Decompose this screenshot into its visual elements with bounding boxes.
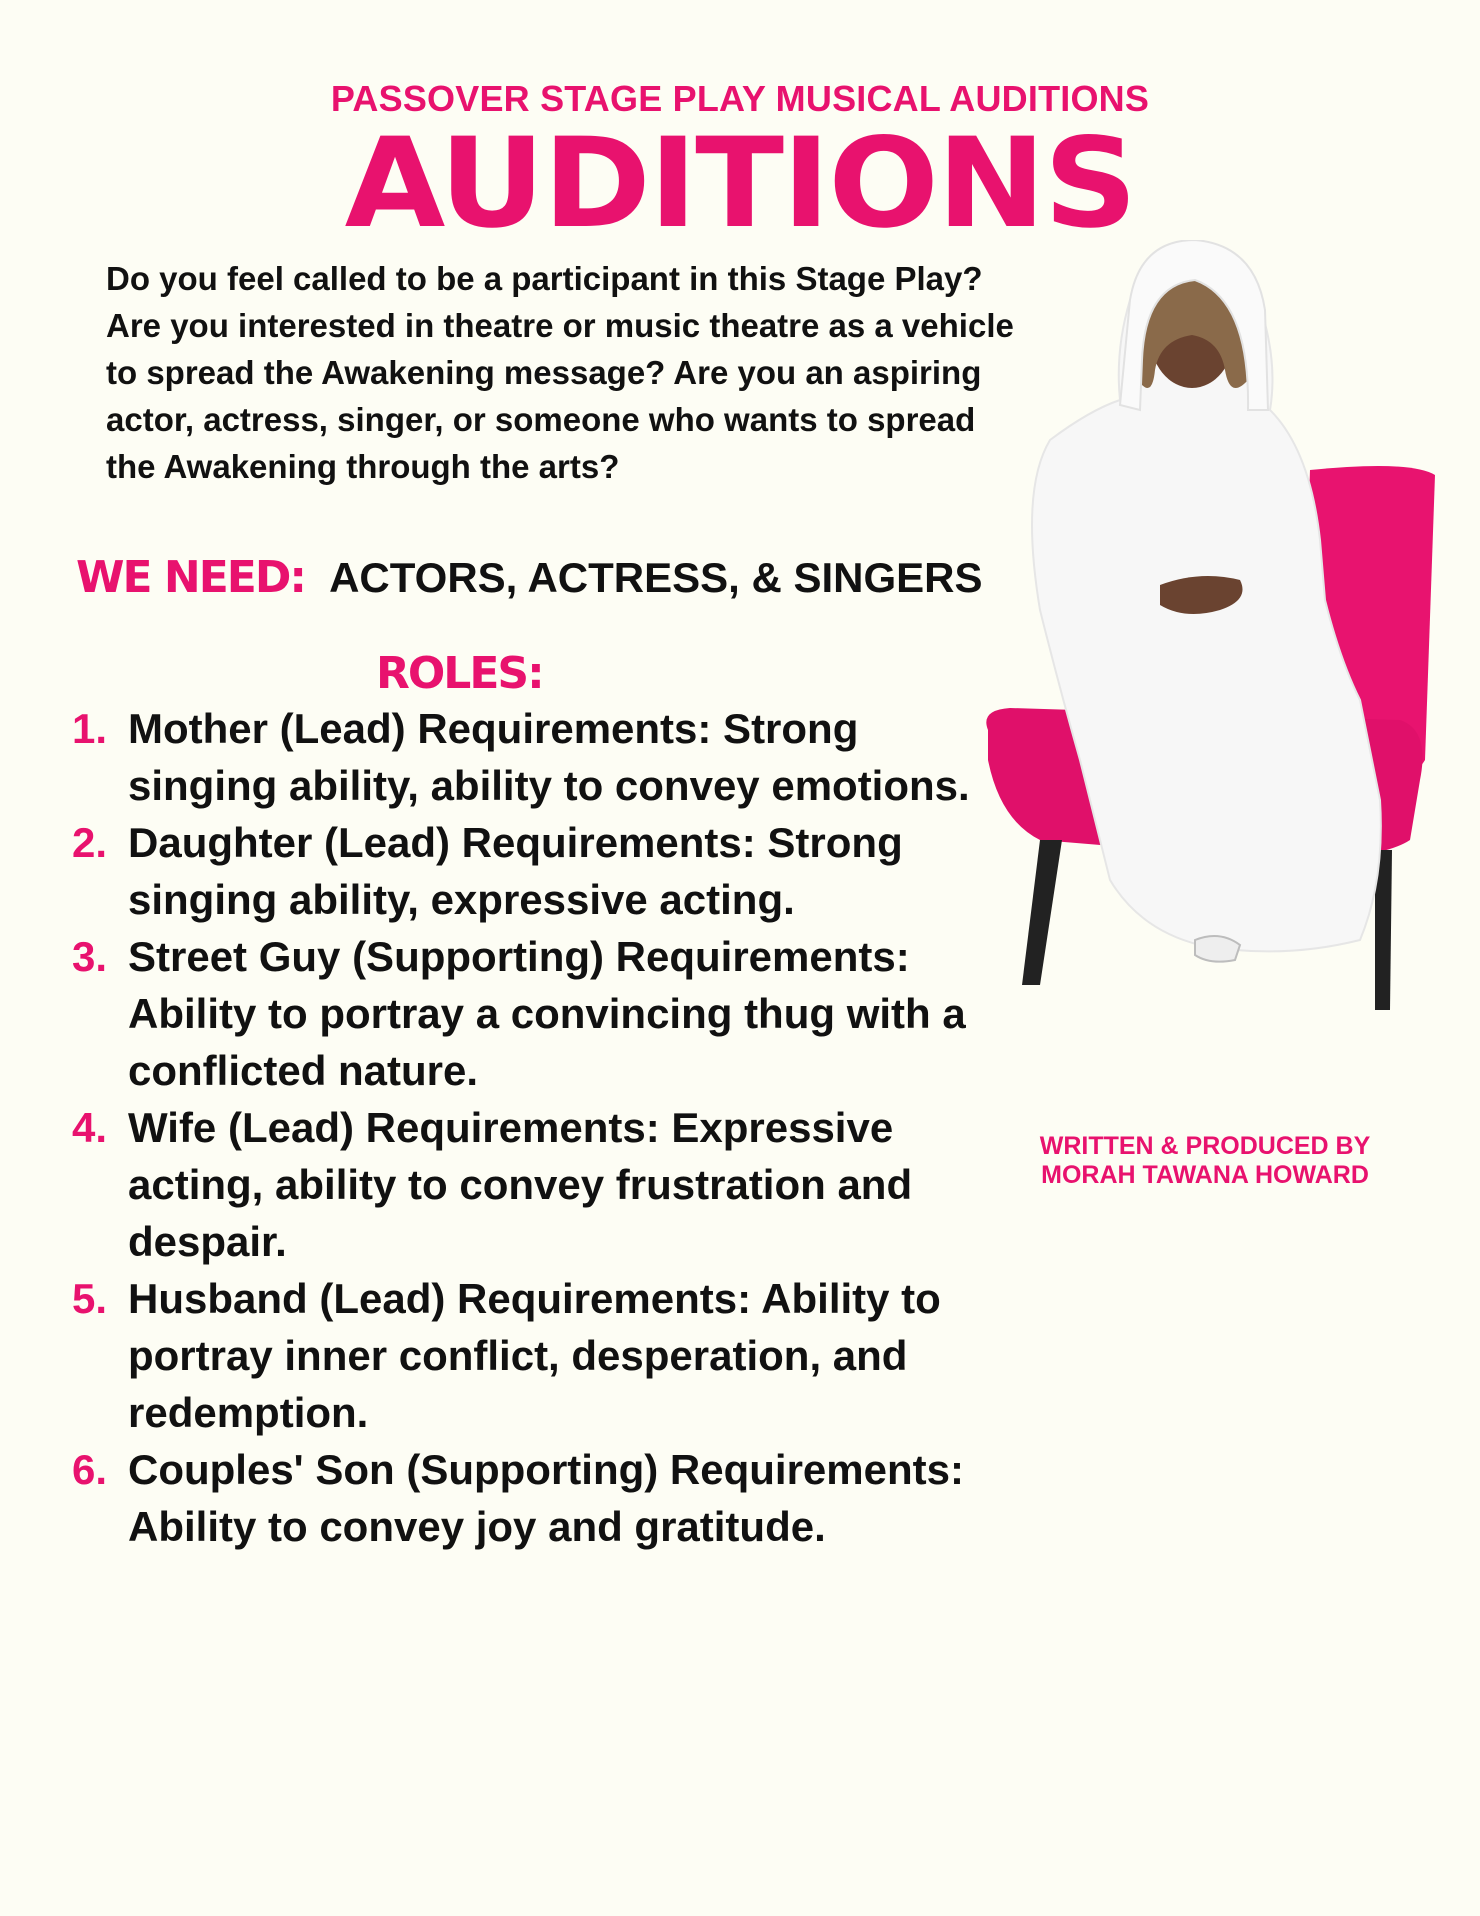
we-need-value: ACTORS, ACTRESS, & SINGERS <box>329 554 983 601</box>
role-number: 2. <box>72 819 108 866</box>
role-text: Wife (Lead) Requirements: Expressive acting, ability to convey frustration and despair. <box>128 1104 913 1265</box>
role-number: 1. <box>72 705 108 752</box>
role-item <box>72 1099 972 1270</box>
role-item <box>72 1441 972 1555</box>
credits-line-2: MORAH TAWANA HOWARD <box>1041 1161 1369 1189</box>
we-need-label: WE NEED: <box>76 552 305 603</box>
chair-leg <box>1022 840 1062 985</box>
role-text: Street Guy (Supporting) Requirements: Ability to portray a convincing thug with a conflicted nature. <box>128 933 966 1094</box>
role-number: 4. <box>72 1104 108 1151</box>
role-item <box>72 928 972 1099</box>
portrait-photo <box>980 240 1440 1060</box>
flyer-subtitle: PASSOVER STAGE PLAY MUSICAL AUDITIONS <box>330 78 1150 119</box>
role-text: Couples' Son (Supporting) Requirements: Ability to convey joy and gratitude. <box>128 1446 964 1550</box>
role-item <box>72 700 972 814</box>
role-text: Mother (Lead) Requirements: Strong singing ability, ability to convey emotions. <box>128 705 970 809</box>
roles-heading: ROLES: <box>376 648 543 699</box>
credits-block <box>1000 1132 1410 1190</box>
credits-line-1: WRITTEN & PRODUCED BY <box>1039 1132 1371 1160</box>
role-number: 3. <box>72 933 108 980</box>
role-item <box>72 814 972 928</box>
intro-paragraph: Do you feel called to be a participant in this Stage Play? Are you interested in theatre or music theatre as a vehicle to spread the Awakening message? Are you an aspiring actor, actress, singer, or someone who wants to spread the Awakening through the arts? <box>106 260 1014 485</box>
role-item <box>72 1270 972 1441</box>
role-text: Daughter (Lead) Requirements: Strong singing ability, expressive acting. <box>128 819 903 923</box>
role-text: Husband (Lead) Requirements: Ability to portray inner conflict, desperation, and redemption. <box>128 1275 941 1436</box>
shoe <box>1195 936 1240 962</box>
we-need-line <box>76 552 983 603</box>
roles-list <box>72 700 972 1555</box>
role-number: 5. <box>72 1275 108 1322</box>
flyer-title: AUDITIONS <box>344 112 1136 256</box>
role-number: 6. <box>72 1446 108 1493</box>
